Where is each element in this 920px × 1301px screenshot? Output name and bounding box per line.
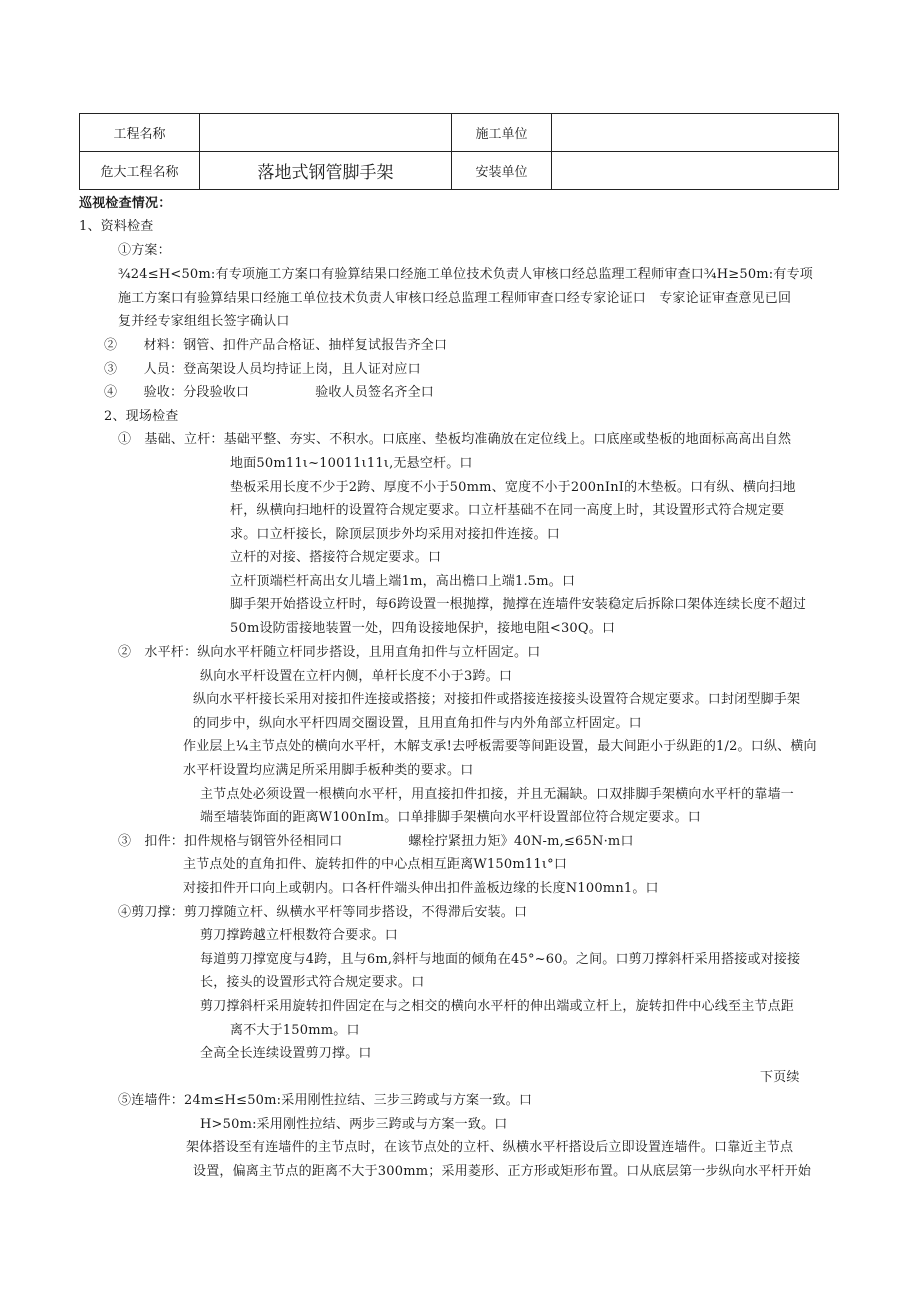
personnel-line: ③ 人员：登高架设人员均持证上岗，且人证对应口 [104,362,421,377]
foundation-line-9: 50m设防雷接地装置一处，四角设接地保护，接地电阻<30Q。口 [230,621,616,636]
horizontal-line-5: 作业层上¼主节点处的横向水平杆，木解支承!去呼板需要等间距设置，最大间距小于纵距的1/2。口纵、横向 [183,739,817,754]
installation-unit-label: 安装单位 [452,152,552,190]
foundation-line-3: 垫板采用长度不少于2跨、厚度不小于50mm、宽度不小于200nInI的木垫板。口有纵、横向扫地 [230,480,796,495]
foundation-line-7: 立杆顶端栏杆高出女儿墙上端1m，高出檐口上端1.5m。口 [230,574,576,589]
brace-line-2: 剪刀撑跨越立杆根数符合要求。口 [200,928,399,943]
project-name-label: 工程名称 [80,114,200,152]
horizontal-line-8: 端至墙装饰面的距离W100nIm。口单排脚手架横向水平杆设置部位符合规定要求。口 [200,810,702,825]
brace-line-7: 全高全长连续设置剪刀撑。口 [200,1046,372,1061]
info-row-1 [80,114,839,152]
horizontal-line-6: 水平杆设置均应满足所采用脚手板种类的要求。口 [183,763,474,778]
inspection-heading: 巡视检查情况： [79,196,172,211]
construction-unit-value [552,114,839,152]
wall-tie-line-2: H>50m:采用刚性拉结、两步三跨或与方案一致。口 [200,1117,508,1132]
brace-line-1: ④剪刀撑：剪刀撑随立杆、纵横水平杆等同步搭设，不得滞后安装。口 [118,905,528,920]
brace-line-5: 剪刀撑斜杆采用旋转扣件固定在与之相交的横向水平杆的伸出端或立杆上，旋转扣件中心线至主节点距 [200,999,795,1014]
wall-tie-line-1: ⑤连墙件：24m≤H≤50m:采用刚性拉结、三步三跨或与方案一致。口 [118,1093,533,1108]
brace-line-4: 长，接头的设置形式符合规定要求。口 [200,975,425,990]
info-table [79,113,839,190]
foundation-line-6: 立杆的对接、搭接符合规定要求。口 [230,550,442,565]
foundation-line-2: 地面50m11ι~10011ι11ι,无悬空杆。口 [230,456,473,471]
section-1-heading: 1、资料检查 [79,219,154,234]
project-name-value [200,114,452,152]
hazard-project-value: 落地式钢管脚手架 [200,152,452,190]
horizontal-line-3: 纵向水平杆接长采用对接扣件连接或搭接；对接扣件或搭接连接接头设置符合规定要求。口封闭型脚手架 [193,692,801,707]
fastener-line-3: 对接扣件开口向上或朝内。口各杆件端头伸出扣件盖板边缘的长度N100mn1。口 [183,881,659,896]
foundation-line-4: 杆，纵横向扫地杆的设置符合规定要求。口立杆基础不在同一高度上时，其设置形式符合规定要 [230,503,785,518]
horizontal-line-1: ② 水平杆：纵向水平杆随立杆同步搭设，且用直角扣件与立杆固定。口 [118,645,541,660]
horizontal-line-4: 的同步中，纵向水平杆四周交圈设置，且用直角扣件与内外角部立杆固定。口 [193,716,642,731]
foundation-line-8: 脚手架开始搭设立杆时，每6跨设置一根抛撑，抛撑在连墙件安装稳定后拆除口架体连续长度不超过 [230,597,807,612]
section-2-heading: 2、现场检查 [104,409,179,424]
brace-line-6: 离不大于150mm。口 [230,1023,360,1038]
plan-heading: ①方案： [118,243,171,258]
materials-line: ② 材料：钢管、扣件产品合格证、抽样复试报告齐全口 [104,338,448,353]
plan-line-3: 复并经专家组组长签字确认口 [118,314,290,329]
wall-tie-line-3: 架体搭设至有连墙件的主节点时，在该节点处的立杆、纵横水平杆搭设后立即设置连墙件。口靠近主节点 [186,1140,794,1155]
horizontal-line-2: 纵向水平杆设置在立杆内侧，单杆长度不小于3跨。口 [200,669,513,684]
foundation-line-1: ① 基础、立杆：基础平整、夯实、不积水。口底座、垫板均准确放在定位线上。口底座或垫板的地面标高高出自然 [118,432,792,447]
brace-line-3: 每道剪刀撑宽度与4跨，且与6m,斜杆与地面的倾角在45°~60。之间。口剪刀撑斜杆采用搭接或对接接 [200,952,801,967]
plan-line-2: 施工方案口有验算结果口经施工单位技术负责人审核口经总监理工程师审查口经专家论证口 专家论证审查意见已回 [118,291,792,306]
acceptance-line: ④ 验收：分段验收口 验收人员签名齐全口 [104,385,435,400]
wall-tie-line-4: 设置，偏离主节点的距离不大于300mm；采用菱形、正方形或矩形布置。口从底层第一步纵向水平杆开始 [193,1164,812,1179]
continued-note: 下页续 [760,1070,800,1085]
horizontal-line-7: 主节点处必须设置一根横向水平杆，用直接扣件扣接，并且无漏缺。口双排脚手架横向水平杆的靠墙一 [200,787,795,802]
fastener-line-1: ③ 扣件：扣件规格与钢管外径相同口 螺栓拧紧扭力矩》40N-m,≤65N·m口 [118,834,634,849]
construction-unit-label: 施工单位 [452,114,552,152]
fastener-line-2: 主节点处的直角扣件、旋转扣件的中心点相互距离W150m11ι°口 [183,857,568,872]
hazard-project-label: 危大工程名称 [80,152,200,190]
info-row-2 [80,152,839,190]
foundation-line-5: 求。口立杆接长，除顶层顶步外均采用对接扣件连接。口 [230,527,561,542]
plan-line-1: ¾24≤H<50m:有专项施工方案口有验算结果口经施工单位技术负责人审核口经总监理工程师审查口¾H≥50m:有专项 [118,267,813,282]
installation-unit-value [552,152,839,190]
